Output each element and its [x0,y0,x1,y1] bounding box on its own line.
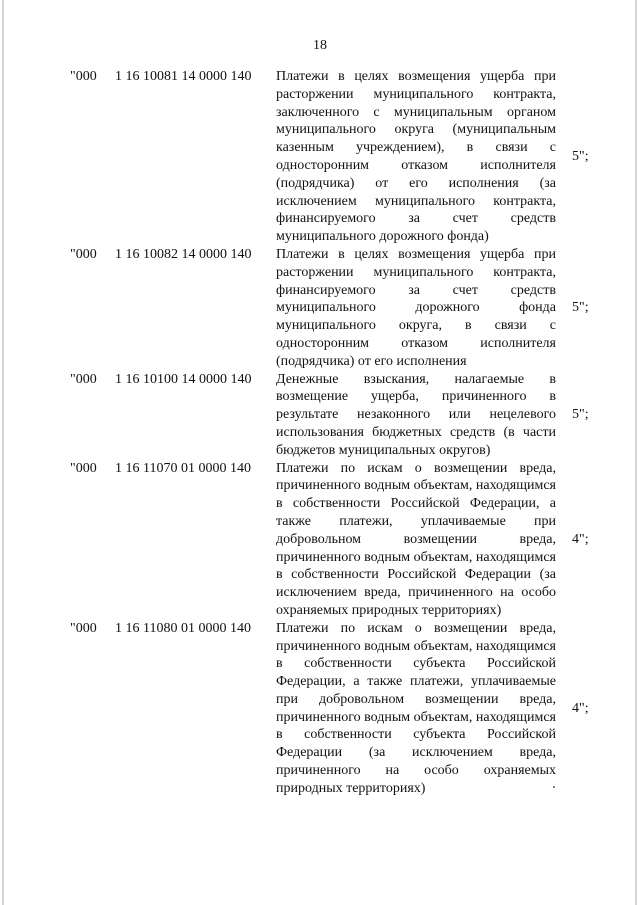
revenue-code: 1 16 11080 01 0000 140 [115,620,251,636]
table-row [0,620,640,798]
distribution-norm: 5"; [572,149,589,165]
revenue-code: 1 16 10100 14 0000 140 [115,371,252,387]
revenue-code: 1 16 11070 01 0000 140 [115,460,251,476]
revenue-description: Платежи по искам о возмещении вреда, причиненного водным объектам, находящимся в собственности Российской Федерации, а также платежи, уплачиваемые при добровольном возмещении вреда, причиненного водным объектам, находящимся в собственности Российской Федерации (за исключением вреда, причиненного на особо охраняемых природных территориях) [276,460,556,618]
revenue-description: Платежи по искам о возмещении вреда, причиненного водным объектам, находящимся в собственности субъекта Российской Федерации, а также платежи, уплачиваемые при добровольном возмещении вреда, причиненного водным объектам, находящимся в собственности субъекта Российской Федерации (за исключением вреда, причиненного на особо охраняемых природных территориях) [276,620,556,796]
table-row [0,246,640,371]
distribution-norm: 5"; [572,407,589,423]
distribution-norm: 5"; [572,300,589,316]
distribution-norm: 4"; [572,700,589,716]
row-prefix: "000 [70,620,97,636]
table-row [0,68,640,246]
row-prefix: "000 [70,69,97,84]
revenue-description: Платежи в целях возмещения ущерба при расторжении муниципального контракта, финансируемого за счет средств муниципального дорожного фонда муниципального округа, в связи с односторонним отказом исполнителя (подрядчика) от его исполнения [276,246,556,369]
revenue-description: Платежи в целях возмещения ущерба при расторжении муниципального контракта, заключенного с муниципальным органом муниципального округа (муниципальным казенным учреждением), в связи с односторонним отказом исполнителя (подрядчика) от его исполнения (за исключением муниципального контракта, финансируемого за счет средств муниципального дорожного фонда) [276,69,556,245]
row-prefix: "000 [70,460,97,476]
page-number: 18 [313,38,327,53]
row-prefix: "000 [70,246,97,262]
table-row [0,460,640,620]
revenue-code-table [0,68,640,798]
row-prefix: "000 [70,371,97,387]
revenue-code: 1 16 10082 14 0000 140 [115,246,252,262]
table-row [0,371,640,460]
revenue-code: 1 16 10081 14 0000 140 [115,69,252,84]
scan-speck [553,786,555,788]
revenue-description: Денежные взыскания, налагаемые в возмещение ущерба, причиненного в результате незаконного или нецелевого использования бюджетных средств (в части бюджетов муниципальных округов) [276,371,556,458]
distribution-norm: 4"; [572,531,589,547]
